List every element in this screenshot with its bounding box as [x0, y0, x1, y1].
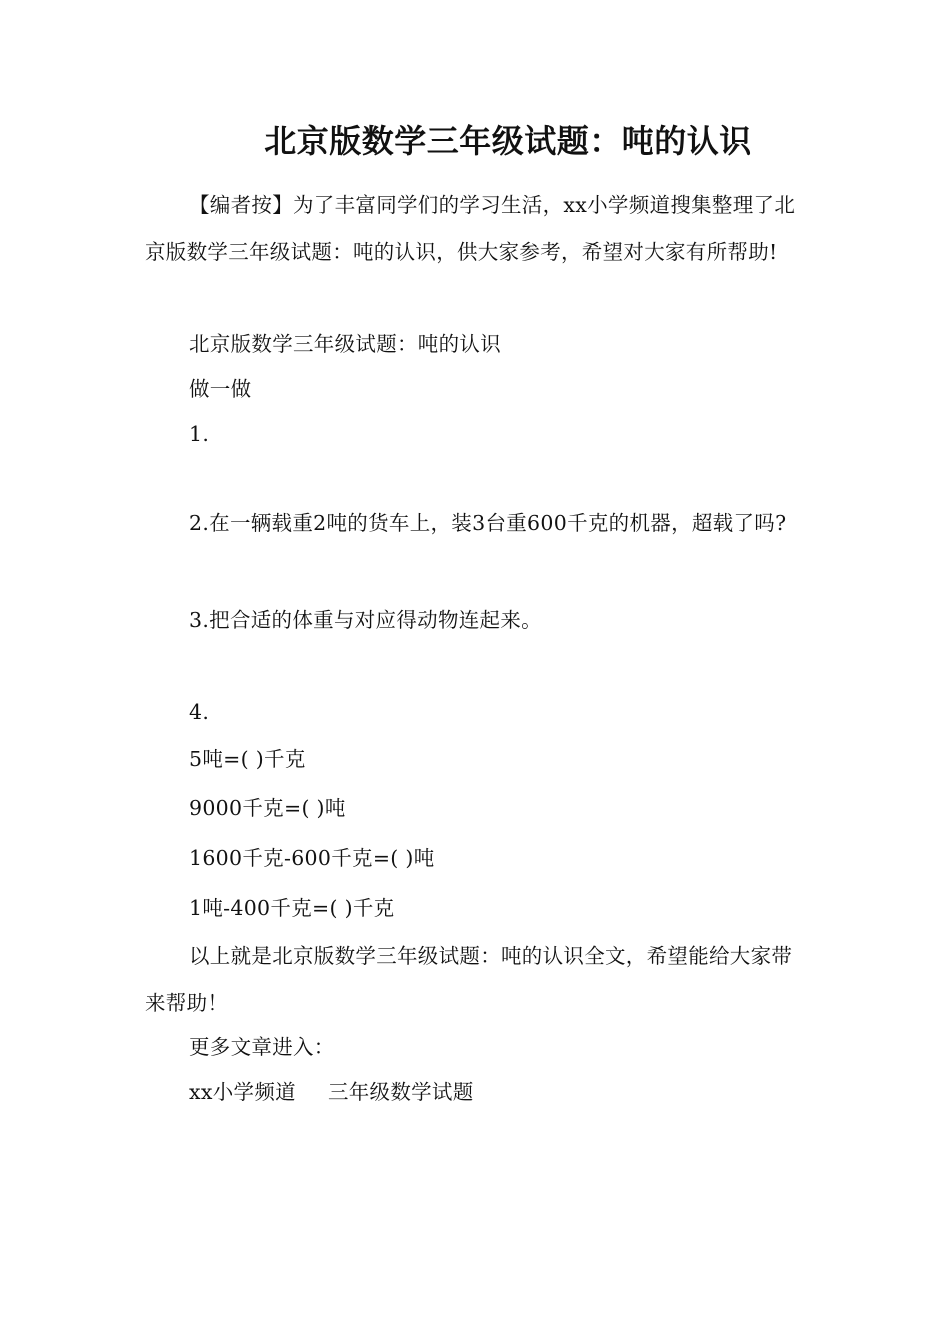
question-4-item: 9000千克=( )吨 — [189, 796, 346, 820]
link-grade3-math-tests[interactable]: 三年级数学试题 — [327, 1080, 474, 1104]
subtitle: 北京版数学三年级试题：吨的认识 — [189, 332, 501, 356]
link-xx-primary-channel[interactable]: xx小学频道 — [189, 1080, 296, 1104]
more-articles-label: 更多文章进入： — [189, 1035, 335, 1059]
question-4-item: 5吨=( )千克 — [189, 747, 306, 771]
section-heading: 做一做 — [189, 377, 252, 401]
question-2: 2.在一辆载重2吨的货车上，装3台重600千克的机器，超载了吗? — [189, 511, 787, 535]
related-links — [189, 1077, 474, 1107]
intro-paragraph: 【编者按】为了丰富同学们的学习生活，xx小学频道搜集整理了北京版数学三年级试题：吨的认识，供大家参考，希望对大家有所帮助! — [145, 193, 796, 264]
question-4-item: 1600千克-600千克=( )吨 — [189, 846, 435, 870]
question-3: 3.把合适的体重与对应得动物连起来。 — [189, 608, 542, 632]
closing-paragraph: 以上就是北京版数学三年级试题：吨的认识全文，希望能给大家带来帮助！ — [145, 944, 793, 1015]
question-4-item: 1吨-400千克=( )千克 — [189, 896, 395, 920]
page-title: 北京版数学三年级试题：吨的认识 — [264, 122, 752, 160]
question-1: 1. — [189, 422, 210, 446]
question-4: 4. — [189, 700, 210, 724]
